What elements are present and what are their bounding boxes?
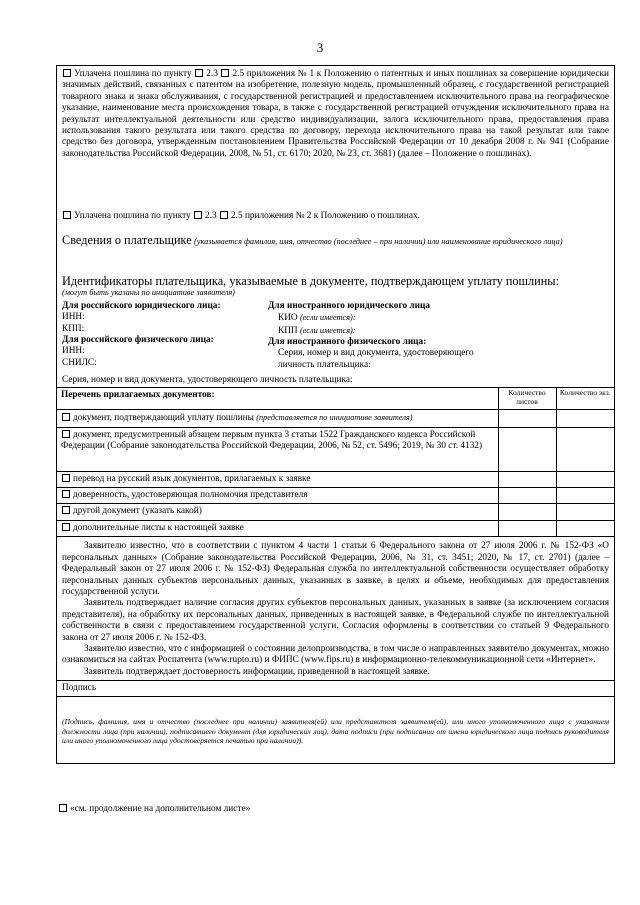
- application-form: [56, 65, 615, 764]
- attached-documents-header: Перечень прилагаемых документов:: [57, 388, 498, 410]
- doc-civil-code-checkbox[interactable]: [62, 430, 70, 438]
- signature-hint: (Подпись, фамилия, имя и отчество (последнее при наличии) заявителя(ей) или представителя заявителя(ей), или иного уполномоченного лица с указанием должности лица (при наличии), подписавшего документ (для юридических лиц), дата подписи (при подписании от имени юридического лица подпись руководителя или иного уполномоченного лица удостоверяется печатью при наличии)).: [62, 717, 609, 746]
- payer-ids-foreign: [268, 301, 609, 371]
- table-row: [57, 427, 614, 471]
- fee-annex2-2-5-label: 2.5 приложения № 2 к Положению о пошлинах.: [231, 211, 420, 221]
- doc-item-additional-sheets: [57, 520, 498, 536]
- doc-translation-copies[interactable]: [556, 471, 614, 487]
- doc-translation-checkbox[interactable]: [62, 474, 70, 482]
- table-row: [57, 520, 614, 536]
- continuation-note: [58, 804, 250, 815]
- kio-label: КИО: [278, 313, 298, 324]
- kpp2-hint: (если имеется):: [299, 325, 356, 335]
- fee-item-2-5-label: 2.5 приложения № 1 к Положению о патентных и иных пошлинах: [232, 69, 498, 79]
- fee-annex2-checkbox[interactable]: [63, 211, 71, 219]
- fee-annex1-body: за совершение юридически значимых действий, связанных с патентом на изобретение, полезную модель, промышленный образец, с государственной регистрацией товарного знака и знака обслуживания, с государственной регистрацией и предоставлением исключительного права на географическое указание, наименование места происхождения товара, в также с государственной регистрацией отчуждения исключительного права на результат интеллектуальной деятельности или средство индивидуализации, залога исключительного права, предоставления права использования такого результата или такого средства по договору, перехода исключительного права на такой результат или такое средство без договора, утвержденным постановлением Правительства Российской Федерации от 10 декабря 2008 г. № 941 (Собрание законодательства Российской Федерации, 2008, № 51, ст. 6170; 2020, № 23, ст. 3681) (далее – Положение о пошлинах).: [62, 69, 609, 159]
- doc-item-translation: [57, 471, 498, 487]
- fee-annex2-2-3-checkbox[interactable]: [194, 211, 202, 219]
- foreign-phys-doc-field-2[interactable]: личность плательщика:: [278, 359, 371, 370]
- fee-item-2-5-checkbox[interactable]: [221, 69, 229, 77]
- continuation-label: «см. продолжение на дополнительном листе»: [70, 804, 251, 814]
- doc-additional-sheets-copies[interactable]: [556, 520, 614, 536]
- fee-annex1-checkbox[interactable]: [63, 69, 71, 77]
- doc-item-other: [57, 504, 498, 520]
- payer-ids-title: Идентификаторы плательщика, указываемые в документе, подтверждающем уплату пошлины:: [62, 274, 559, 288]
- table-row: [57, 410, 614, 427]
- doc-translation-sheets[interactable]: [498, 471, 556, 487]
- copies-count-header: Количество экз.: [556, 388, 614, 410]
- fee-annex2-2-3-label: 2.3: [205, 211, 217, 221]
- fee-item-2-3-checkbox[interactable]: [195, 69, 203, 77]
- ru-legal-heading: Для российского юридического лица:: [62, 300, 221, 311]
- continuation-checkbox[interactable]: [59, 804, 67, 812]
- foreign-phys-doc-field-1[interactable]: Серия, номер и вид документа, удостоверяющего: [278, 348, 474, 359]
- consent-paragraph-3: Заявителю известно, что с информацией о состоянии делопроизводства, в том числе о направленных заявителю документах, можно ознакомиться на сайтах Роспатента (www.rupto.ru) и ФИПС (www.fips.ru) в информационно-телекоммуникационной сети «Интернет».: [62, 643, 609, 666]
- payer-ids-hint: (могут быть указаны по инициативе заявителя): [62, 288, 235, 298]
- doc-fee-payment-copies[interactable]: [556, 410, 614, 427]
- ru-phys-heading: Для российского физического лица:: [62, 335, 214, 346]
- payer-title: Сведения о плательщике: [62, 233, 192, 247]
- doc-other-label: другой документ (указать какой): [73, 506, 202, 517]
- table-row: [57, 504, 614, 520]
- ru-legal-kpp-field[interactable]: КПП:: [62, 323, 85, 334]
- table-row: [57, 471, 614, 487]
- table-row: [57, 488, 614, 504]
- fee-item-2-3-label: 2.3: [206, 69, 218, 79]
- doc-additional-sheets-sheets[interactable]: [498, 520, 556, 536]
- consent-paragraph-2: Заявитель подтверждает наличие согласия других субъектов персональных данных, указанных в заявке (за исключением согласия представителя), на обработку их персональных данных, приведенных в настоящей заявке, в Федеральной службе по интеллектуальной собственности в связи с предоставлением государственной услуги. Согласия оформлены в соответствии со статьей 9 Федерального закона от 27 июля 2006 г. № 152-ФЗ.: [62, 598, 609, 643]
- fee-annex2-label: Уплачена пошлина по пункту: [74, 211, 191, 221]
- page-number: 3: [316, 40, 324, 55]
- table-header-row: [57, 388, 614, 410]
- doc-power-of-attorney-sheets[interactable]: [498, 488, 556, 504]
- signature-heading: Подпись: [57, 680, 614, 696]
- payer-ids-section: [57, 272, 614, 373]
- kio-hint: (если имеется):: [299, 313, 356, 323]
- doc-other-copies[interactable]: [556, 504, 614, 520]
- foreign-legal-kpp-field[interactable]: [268, 325, 609, 337]
- doc-fee-payment-hint: (представляется по инициативе заявителя): [256, 413, 413, 423]
- doc-power-of-attorney-copies[interactable]: [556, 488, 614, 504]
- foreign-legal-heading: Для иностранного юридического лица: [268, 300, 431, 311]
- id-document-field[interactable]: Серия, номер и вид документа, удостоверяющего личность плательщика:: [62, 375, 353, 386]
- foreign-legal-kio-field[interactable]: [268, 312, 609, 324]
- doc-fee-payment-label: документ, подтверждающий уплату пошлины: [73, 413, 254, 424]
- fee-annex2-section: [57, 205, 614, 231]
- ru-legal-inn-field[interactable]: ИНН:: [62, 312, 85, 323]
- payer-ids-grid: [62, 301, 609, 371]
- doc-civil-code-sheets[interactable]: [498, 427, 556, 471]
- doc-additional-sheets-label: дополнительные листы к настоящей заявке: [73, 522, 244, 533]
- doc-item-power-of-attorney: [57, 488, 498, 504]
- consent-paragraph-4: Заявитель подтверждает достоверность информации, приведенной в настоящей заявке.: [84, 666, 430, 677]
- ru-phys-snils-field[interactable]: СНИЛС:: [62, 357, 97, 368]
- doc-civil-code-label: документ, предусмотренный абзацем первым пункта 3 статьи 1522 Гражданского кодекса Российской Федерации (Собрание законодательства Российской Федерации, 2006, № 52, ст. 5496; 2019, № 30 ст. 4132): [61, 429, 483, 452]
- consent-paragraph-1: Заявителю известно, что в соответствии с пунктом 4 части 1 статьи 6 Федерального закона от 27 июля 2006 г. № 152-ФЗ «О персональных данных» (Собрание законодательства Российской Федерации, 2006, № 31, ст. 3451; 2020, № 17, ст. 2701) (далее – Федеральный закон от 27 июля 2006 г. № 152-ФЗ) Федеральная служба по интеллектуальной собственности осуществляет обработку персональных данных субъектов персональных данных, указанных в заявке, в целях и объеме, необходимых для предоставления государственной услуги.: [62, 541, 609, 597]
- doc-other-checkbox[interactable]: [62, 506, 70, 514]
- consent-section: [57, 536, 614, 680]
- doc-item-fee-payment: [57, 410, 498, 427]
- attached-documents-table: [57, 387, 614, 536]
- doc-power-of-attorney-checkbox[interactable]: [62, 490, 70, 498]
- doc-additional-sheets-checkbox[interactable]: [62, 523, 70, 531]
- ru-phys-inn-field[interactable]: ИНН:: [62, 346, 85, 357]
- doc-fee-payment-checkbox[interactable]: [62, 413, 70, 421]
- payer-section[interactable]: [57, 231, 614, 272]
- foreign-phys-heading: Для иностранного физического лица:: [268, 337, 427, 348]
- doc-item-civil-code: [57, 427, 498, 471]
- kpp2-label: КПП: [278, 325, 298, 336]
- payer-ids-russian: [62, 301, 268, 371]
- doc-other-sheets[interactable]: [498, 504, 556, 520]
- signature-field[interactable]: [57, 696, 614, 763]
- payer-hint: (указывается фамилия, имя, отчество (последнее – при наличии) или наименование юридического лица): [194, 237, 563, 246]
- sheets-count-header: Количество листов: [498, 388, 556, 410]
- doc-power-of-attorney-label: доверенность, удостоверяющая полномочия представителя: [73, 490, 308, 501]
- doc-fee-payment-sheets[interactable]: [498, 410, 556, 427]
- fee-annex1-section: [57, 66, 614, 205]
- fee-annex1-label: Уплачена пошлина по пункту: [74, 69, 192, 79]
- doc-civil-code-copies[interactable]: [556, 427, 614, 471]
- doc-translation-label: перевод на русский язык документов, прилагаемых к заявке: [73, 473, 311, 484]
- fee-annex2-2-5-checkbox[interactable]: [220, 211, 228, 219]
